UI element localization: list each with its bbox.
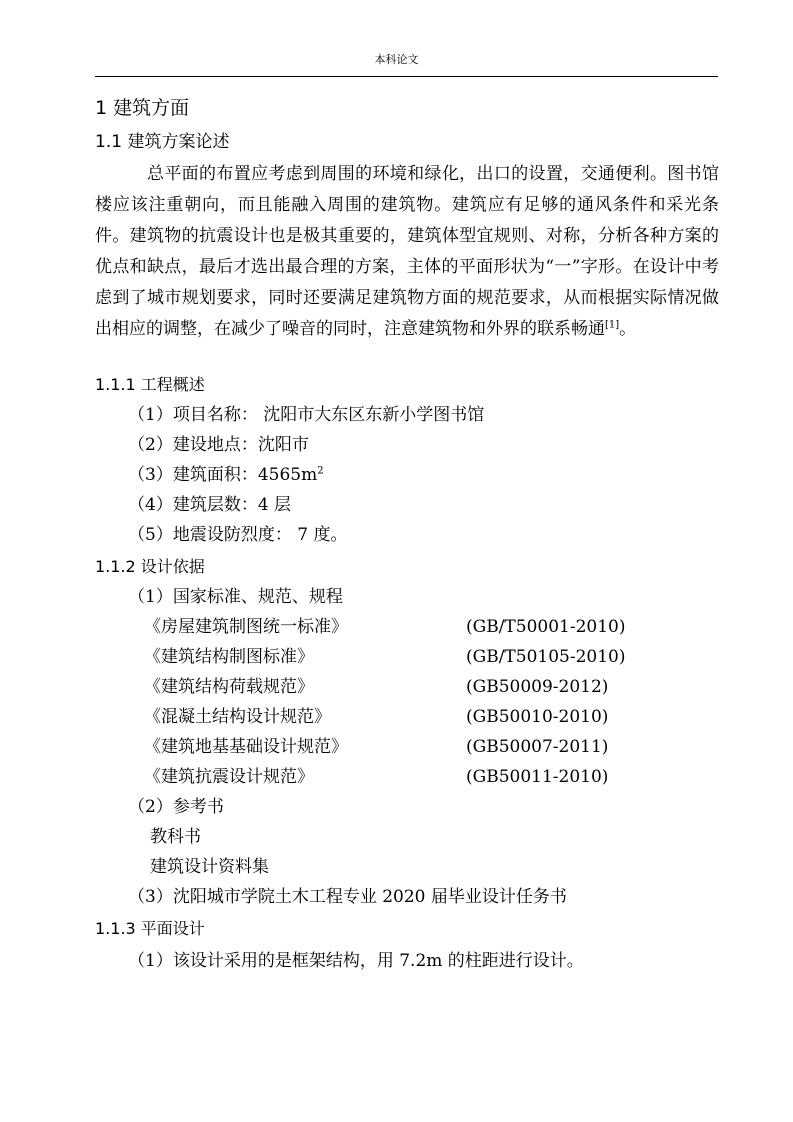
basis-item-1: （1）国家标准、规范、规程 bbox=[128, 587, 343, 607]
section-1-1-1-heading: 1.1.1 工程概述 bbox=[95, 375, 205, 394]
section-1-1-heading: 1.1 建筑方案论述 bbox=[95, 132, 230, 152]
section-1-1-2-heading: 1.1.2 设计依据 bbox=[95, 557, 205, 576]
standard-code: (GB50011-2010) bbox=[466, 767, 609, 787]
standard-name: 《混凝土结构设计规范》 bbox=[144, 707, 331, 727]
basis-item-3: （3）沈阳城市学院土木工程专业 2020 届毕业设计任务书 bbox=[128, 887, 567, 907]
overview-item: （5）地震设防烈度： 7 度。 bbox=[128, 525, 348, 545]
reference-book: 建筑设计资料集 bbox=[150, 857, 269, 877]
standard-code: (GB50010-2010) bbox=[466, 707, 609, 727]
page-header: 本科论文 bbox=[374, 53, 419, 66]
standard-name: 《建筑抗震设计规范》 bbox=[144, 767, 314, 787]
overview-item: （4）建筑层数：4 层 bbox=[128, 495, 292, 515]
standard-code: (GB50009-2012) bbox=[466, 677, 609, 697]
section-1-1-3-heading: 1.1.3 平面设计 bbox=[95, 919, 205, 938]
standard-code: (GB50007-2011) bbox=[466, 737, 609, 757]
standard-name: 《房屋建筑制图统一标准》 bbox=[144, 617, 348, 637]
overview-item: （1）项目名称： 沈阳市大东区东新小学图书馆 bbox=[128, 405, 485, 425]
reference-book: 教科书 bbox=[150, 827, 201, 847]
plan-item-1: （1）该设计采用的是框架结构，用 7.2m 的柱距进行设计。 bbox=[128, 951, 584, 971]
standard-name: 《建筑地基基础设计规范》 bbox=[144, 737, 348, 757]
header-rule bbox=[95, 76, 718, 77]
basis-item-2: （2）参考书 bbox=[128, 797, 224, 817]
overview-item bbox=[128, 464, 324, 486]
standard-name: 《建筑结构荷载规范》 bbox=[144, 677, 314, 697]
paragraph-text: 总平面的布置应考虑到周围的环境和绿化，出口的设置，交通便利。图书馆楼应该注重朝向，而且能融入周围的建筑物。建筑应有足够的通风条件和采光条件。建筑物的抗震设计也是极其重要的，建筑体型宜规则、对称，分析各种方案的优点和缺点，最后才选出最合理的方案，主体的平面形状为“一”字形。在设计中考虑到了城市规划要求，同时还要满足建筑物方面的规范要求，从而根据实际情况做出相应的调整，在减少了噪音的同时，注意建筑物和外界的联系畅通 bbox=[95, 164, 719, 339]
overview-item: （2）建设地点：沈阳市 bbox=[128, 435, 309, 455]
citation-ref: [1] bbox=[605, 319, 620, 331]
standard-name: 《建筑结构制图标准》 bbox=[144, 647, 314, 667]
overview-item-text: （3）建筑面积：4565m bbox=[128, 465, 318, 485]
paragraph-end: 。 bbox=[619, 319, 637, 339]
area-superscript: 2 bbox=[317, 465, 324, 477]
section-1-1-paragraph bbox=[95, 159, 719, 345]
standard-code: (GB/T50105-2010) bbox=[466, 647, 626, 667]
section-1-heading: 1 建筑方面 bbox=[95, 97, 190, 119]
standard-code: (GB/T50001-2010) bbox=[466, 617, 626, 637]
